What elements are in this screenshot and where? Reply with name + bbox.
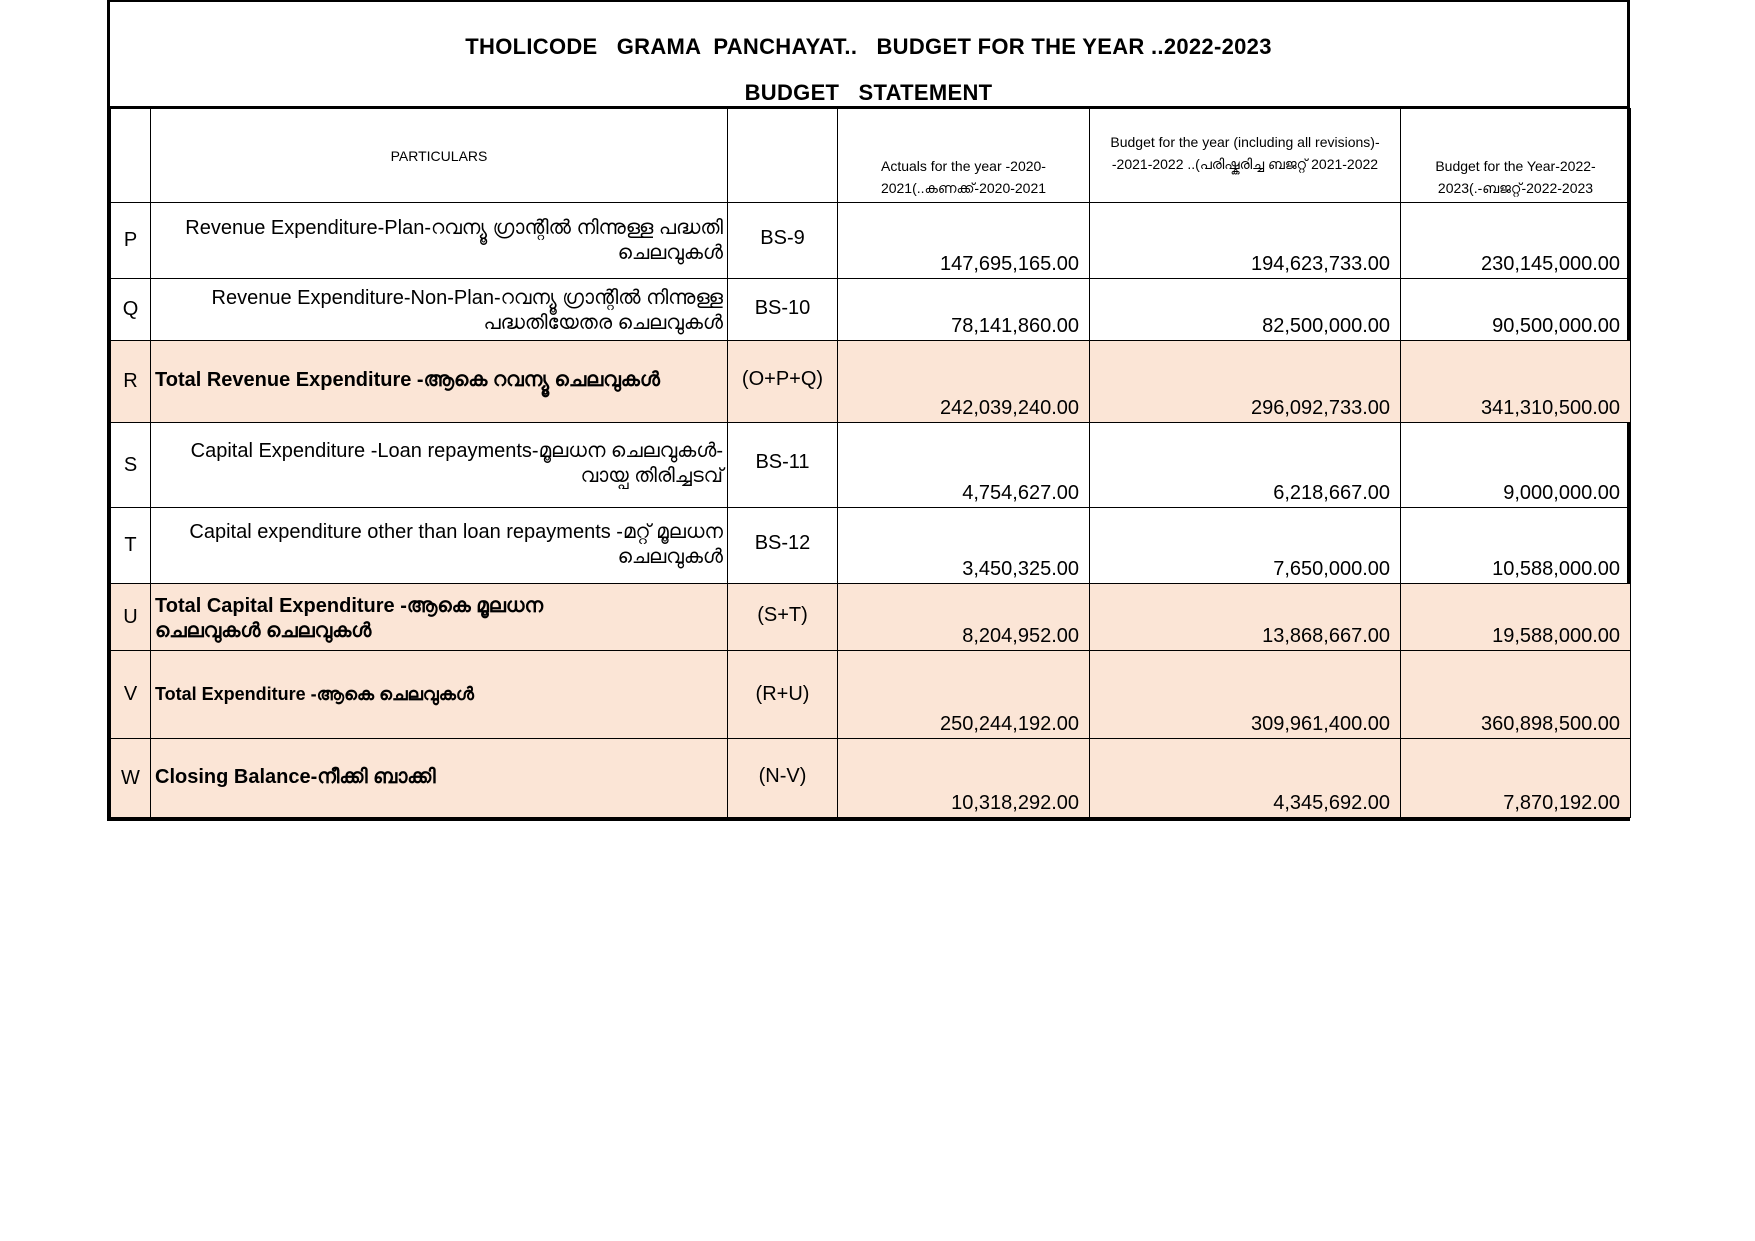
row-revised [1090,423,1401,508]
header-revised-label: Budget for the year (including all revisions)--2021-2022 ..(പരിഷ്കരിച്ച ബജറ്റ് 2021-2022 [1110,134,1380,172]
budget-value: 90,500,000.00 [1492,315,1620,337]
row-code: S [111,423,151,508]
budget-value: 360,898,500.00 [1480,713,1620,735]
row-particulars-text: Capital expenditure other than loan repayments -മറ്റ് മൂലധന ചെലവുകൾ [189,521,723,568]
row-particulars [151,651,728,739]
budget-value: 230,145,000.00 [1480,253,1620,275]
actuals-value: 10,318,292.00 [951,792,1079,814]
row-particulars-text: Capital Expenditure -Loan repayments-മൂലധന ചെലവുകൾ-വായ്പ തിരിച്ചടവ് [190,440,723,487]
header-revised [1090,109,1401,203]
row-ref [728,584,838,651]
budget-sheet [107,0,1630,821]
revised-value: 82,500,000.00 [1262,315,1390,337]
row-revised [1090,341,1401,423]
row-code: Q [111,279,151,341]
row-ref-text: BS-12 [754,532,811,554]
row-ref [728,341,838,423]
header-budget [1401,109,1631,203]
header-particulars-label: PARTICULARS [390,148,488,164]
header-budget-label: Budget for the Year-2022-2023(.-ബജറ്റ്-2022-2023 [1435,158,1596,196]
table-row [111,279,1631,341]
row-ref [728,508,838,584]
row-budget [1401,508,1631,584]
header-actuals-label: Actuals for the year -2020-2021(..കണക്ക്-2020-2021 [880,158,1047,196]
row-actuals [838,651,1090,739]
revised-value: 6,218,667.00 [1273,482,1390,504]
row-ref-text: BS-9 [760,227,805,249]
row-budget [1401,279,1631,341]
table-row [111,341,1631,423]
row-ref-text: BS-10 [754,297,811,319]
revised-value: 4,345,692.00 [1273,792,1390,814]
document-subtitle: BUDGET STATEMENT [744,80,993,105]
table-header-row [111,109,1631,203]
row-particulars-text: Total Revenue Expenditure -ആകെ റവന്യൂ ചെലവുകൾ [155,369,660,391]
row-code: R [111,341,151,423]
actuals-value: 250,244,192.00 [939,713,1079,735]
budget-value: 19,588,000.00 [1492,625,1620,647]
header-particulars [151,109,728,203]
table-row [111,203,1631,279]
row-revised [1090,508,1401,584]
row-actuals [838,584,1090,651]
row-actuals [838,279,1090,341]
row-particulars-text: Revenue Expenditure-Non-Plan-റവന്യൂ ഗ്രാന്റിൽ നിന്നുള്ള പദ്ധതിയേതര ചെലവുകൾ [211,287,723,334]
table-row [111,423,1631,508]
row-budget [1401,423,1631,508]
row-particulars-text: Total Capital Expenditure -ആകെ മൂലധന ചെലവുകൾ ചെലവുകൾ [155,595,544,642]
row-code: W [111,739,151,818]
row-ref [728,279,838,341]
row-ref [728,739,838,818]
row-revised [1090,584,1401,651]
row-particulars [151,584,728,651]
row-code: V [111,651,151,739]
table-row [111,739,1631,818]
row-particulars [151,508,728,584]
document-title: THOLICODE GRAMA PANCHAYAT.. BUDGET FOR THE YEAR ..2022-2023 [465,34,1272,59]
row-code: U [111,584,151,651]
row-actuals [838,739,1090,818]
row-budget [1401,739,1631,818]
row-particulars-text: Total Expenditure -ആകെ ചെലവുകൾ [155,684,474,704]
table-row [111,651,1631,739]
row-particulars [151,423,728,508]
actuals-value: 3,450,325.00 [962,558,1079,580]
budget-table [110,108,1631,818]
row-particulars [151,341,728,423]
row-budget [1401,203,1631,279]
row-budget [1401,651,1631,739]
budget-value: 9,000,000.00 [1503,482,1620,504]
row-particulars-text: Closing Balance-നീക്കി ബാക്കി [155,766,436,788]
actuals-value: 4,754,627.00 [962,482,1079,504]
table-row [111,508,1631,584]
row-particulars [151,203,728,279]
row-ref-text: BS-11 [755,451,810,473]
revised-value: 296,092,733.00 [1250,397,1390,419]
row-ref-text: (R+U) [755,683,810,705]
row-actuals [838,341,1090,423]
actuals-value: 8,204,952.00 [962,625,1079,647]
actuals-value: 78,141,860.00 [951,315,1079,337]
row-particulars [151,739,728,818]
revised-value: 309,961,400.00 [1250,713,1390,735]
row-particulars [151,279,728,341]
revised-value: 7,650,000.00 [1273,558,1390,580]
row-actuals [838,423,1090,508]
budget-value: 10,588,000.00 [1492,558,1620,580]
row-ref-text: (N-V) [758,765,807,787]
header-ref [728,109,838,203]
row-revised [1090,739,1401,818]
row-ref-text: (O+P+Q) [741,368,824,390]
budget-value: 341,310,500.00 [1480,397,1620,419]
row-code: P [111,203,151,279]
row-budget [1401,341,1631,423]
row-budget [1401,584,1631,651]
row-ref [728,651,838,739]
row-ref [728,423,838,508]
row-revised [1090,651,1401,739]
row-particulars-text: Revenue Expenditure-Plan-റവന്യൂ ഗ്രാന്റിൽ നിന്നുള്ള പദ്ധതി ചെലവുകൾ [185,217,723,264]
row-actuals [838,203,1090,279]
table-row [111,584,1631,651]
title-block [110,2,1627,108]
row-code: T [111,508,151,584]
row-ref [728,203,838,279]
row-revised [1090,203,1401,279]
revised-value: 13,868,667.00 [1262,625,1390,647]
row-revised [1090,279,1401,341]
row-ref-text: (S+T) [757,604,808,626]
revised-value: 194,623,733.00 [1250,253,1390,275]
header-code [111,109,151,203]
header-actuals [838,109,1090,203]
actuals-value: 242,039,240.00 [939,397,1079,419]
budget-value: 7,870,192.00 [1503,792,1620,814]
actuals-value: 147,695,165.00 [939,253,1079,275]
row-actuals [838,508,1090,584]
